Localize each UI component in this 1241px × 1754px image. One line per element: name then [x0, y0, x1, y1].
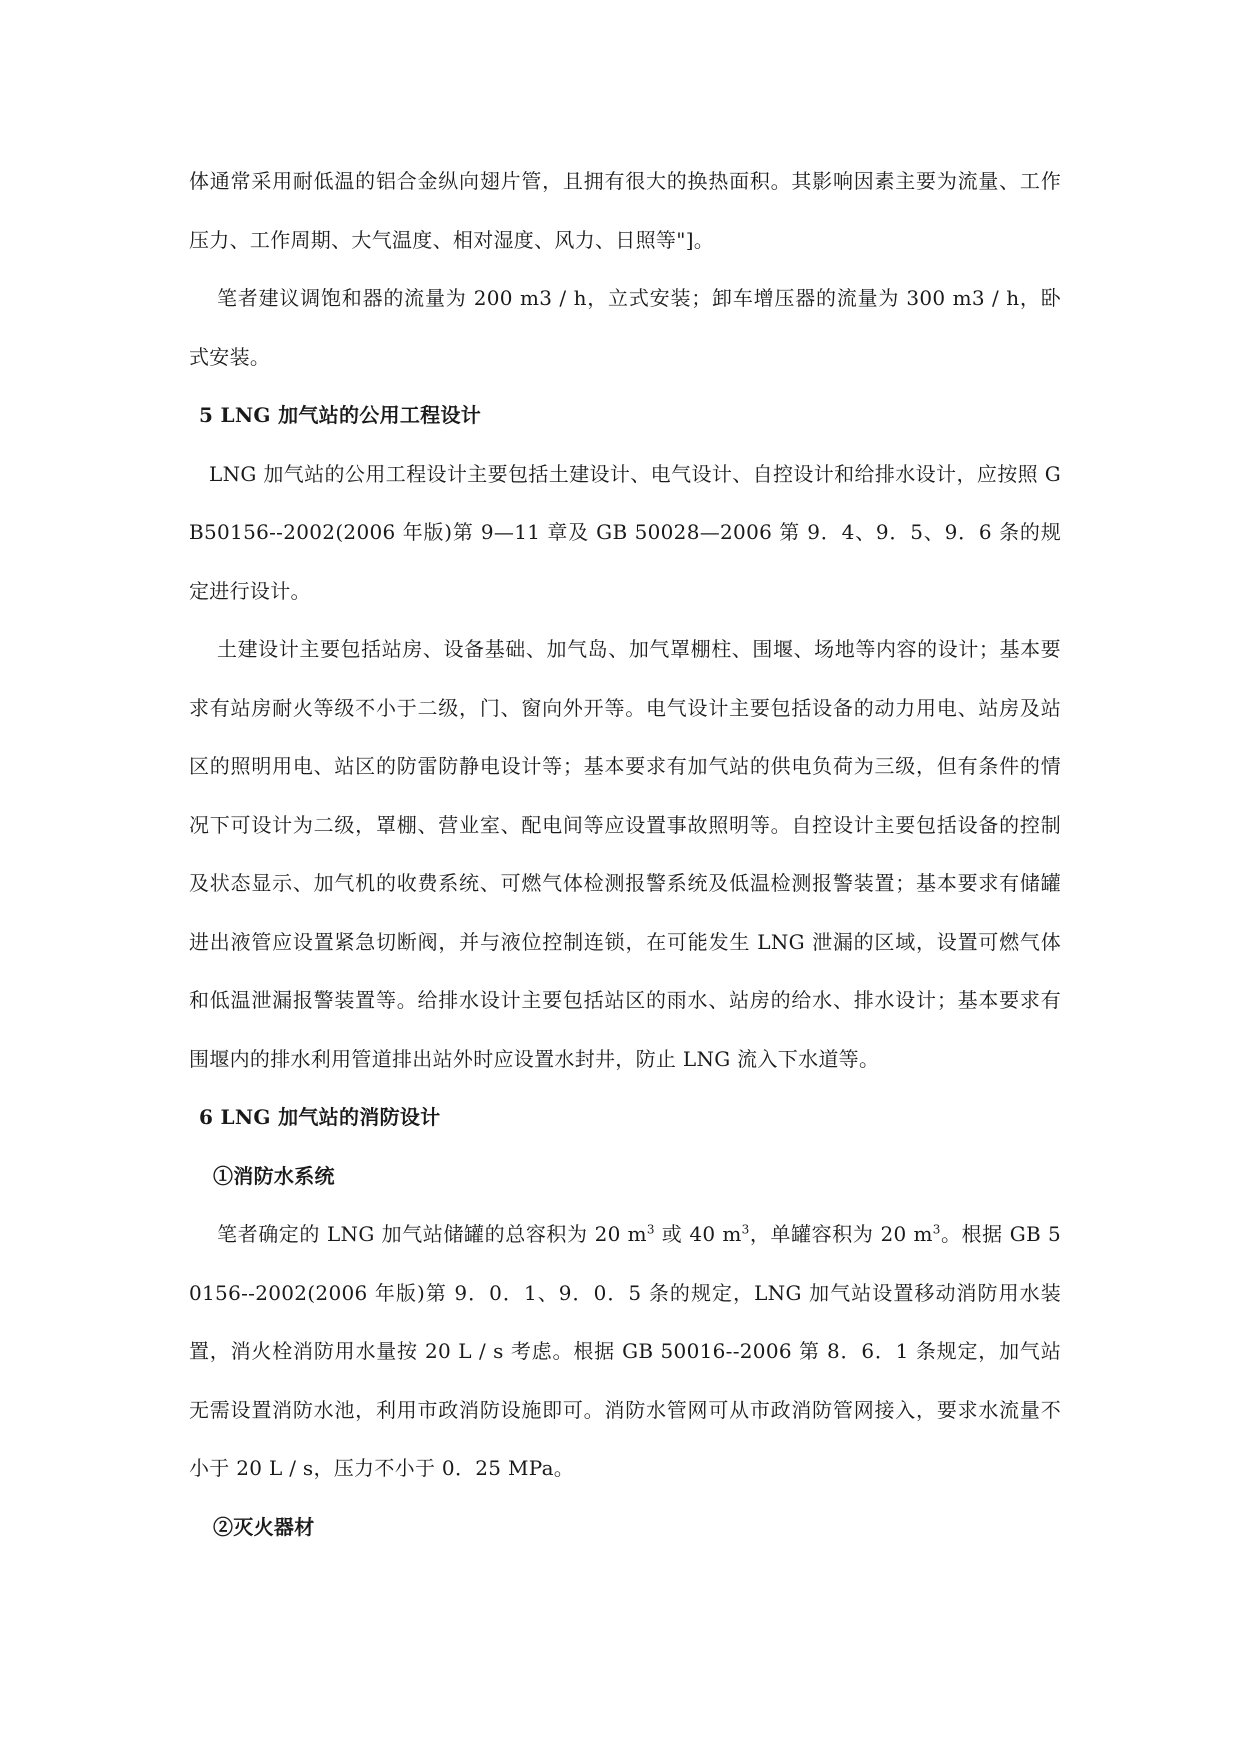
text-run: ，单罐容积为 20 m	[749, 1222, 933, 1246]
text-run: 。根据 GB 50156--2002(2006 年版)第 9．0．1、9．0．5 条的规定，LNG 加气站设置移动消防用水装置，消火栓消防用水量按 20 L / s 考虑。根据 GB 50016--2006 第 8．6．1 条规定，加气站无需设置消防水池，利用市政消防设施即可。消防水管网可从市政消防管网接入，要求水流量不小于 20 L / s，压力不小于 0．25 MPa。	[189, 1222, 1062, 1480]
section-heading-fire-protection: 6 LNG 加气站的消防设计	[199, 1105, 441, 1129]
paragraph-fire-water-details	[189, 1205, 1061, 1498]
text-run: 或 40 m	[654, 1222, 742, 1246]
document-body	[189, 152, 1061, 1556]
paragraph-flow-recommendation: 笔者建议调饱和器的流量为 200 m3 / h，立式安装；卸车增压器的流量为 300 m3 / h，卧式安装。	[189, 286, 1061, 369]
superscript: 3	[932, 1222, 941, 1237]
subheading-fire-water-system: ①消防水系统	[213, 1163, 335, 1188]
paragraph-public-works-intro: LNG 加气站的公用工程设计主要包括土建设计、电气设计、自控设计和给排水设计，应按照 GB50156--2002(2006 年版)第 9—11 章及 GB 50028—2006 第 9．4、9．5、9．6 条的规定进行设计。	[189, 461, 1061, 603]
paragraph-design-details: 土建设计主要包括站房、设备基础、加气岛、加气罩棚柱、围堰、场地等内容的设计；基本要求有站房耐火等级不小于二级，门、窗向外开等。电气设计主要包括设备的动力用电、站房及站区的照明用电、站区的防雷防静电设计等；基本要求有加气站的供电负荷为三级，但有条件的情况下可设计为二级，罩棚、营业室、配电间等应设置事故照明等。自控设计主要包括设备的控制及状态显示、加气机的收费系统、可燃气体检测报警系统及低温检测报警装置；基本要求有储罐进出液管应设置紧急切断阀，并与液位控制连锁，在可能发生 LNG 泄漏的区域，设置可燃气体和低温泄漏报警装置等。给排水设计主要包括站区的雨水、站房的给水、排水设计；基本要求有围堰内的排水利用管道排出站外时应设置水封井，防止 LNG 流入下水道等。	[189, 637, 1061, 1071]
paragraph-heat-exchanger: 体通常采用耐低温的铝合金纵向翅片管，且拥有很大的换热面积。其影响因素主要为流量、工作压力、工作周期、大气温度、相对湿度、风力、日照等"]。	[189, 169, 1061, 252]
superscript: 3	[646, 1222, 655, 1237]
section-heading-public-works: 5 LNG 加气站的公用工程设计	[199, 403, 482, 427]
text-run: 笔者确定的 LNG 加气站储罐的总容积为 20 m	[217, 1222, 647, 1246]
superscript: 3	[741, 1222, 750, 1237]
subheading-fire-extinguishers: ②灭火器材	[213, 1514, 315, 1539]
